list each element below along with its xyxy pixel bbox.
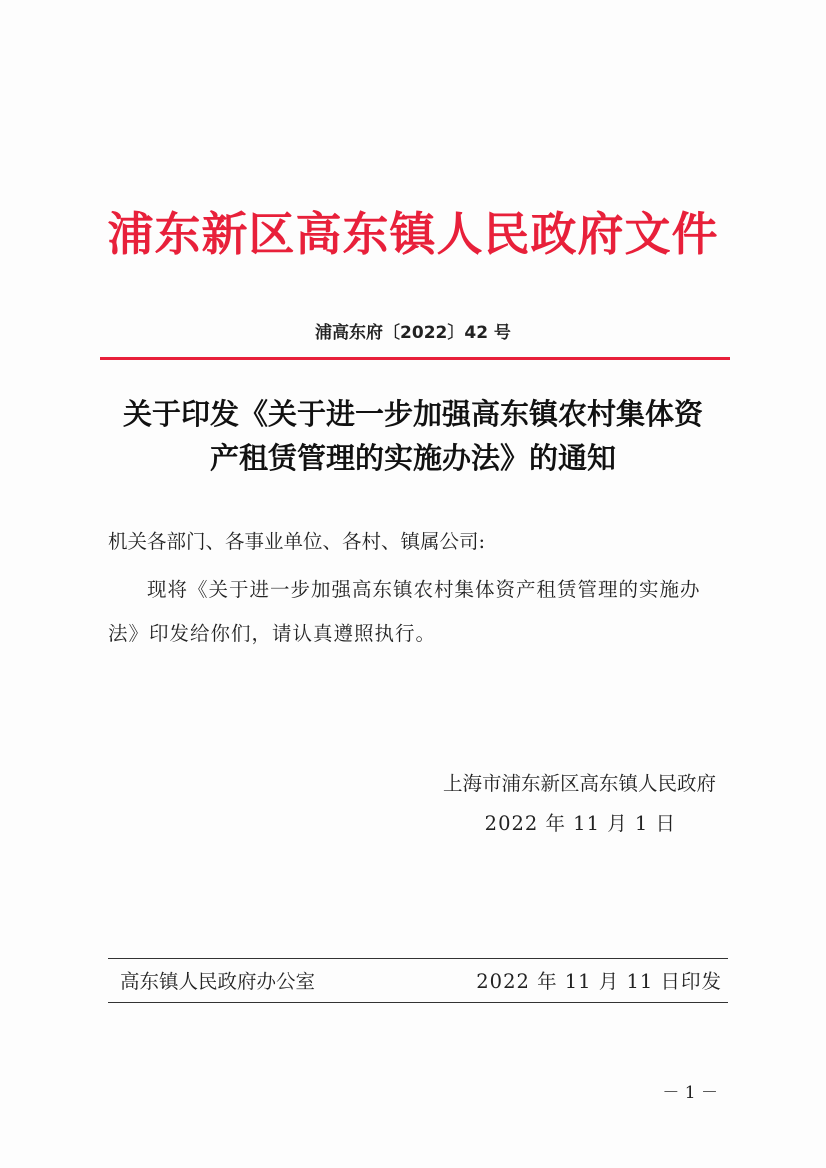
document-number: 浦高东府〔2022〕42 号	[315, 323, 511, 343]
signing-date: 2022 年 11 月 1 日	[484, 812, 676, 835]
notice-title-line-1: 关于印发《关于进一步加强高东镇农村集体资	[122, 397, 703, 431]
signing-organization: 上海市浦东新区高东镇人民政府	[442, 772, 716, 795]
body-content: 现将《关于进一步加强高东镇农村集体资产租赁管理的实施办法》印发给你们，请认真遵照执行。	[108, 578, 701, 645]
footer-bottom-rule	[108, 1002, 728, 1003]
footer-print-date: 2022 年 11 月 11 日印发	[476, 970, 722, 993]
red-divider-line	[100, 357, 730, 360]
document-header-title: 浦东新区高东镇人民政府文件	[107, 207, 719, 261]
notice-title-line-2: 产租赁管理的实施办法》的通知	[209, 441, 616, 475]
footer-issuer: 高东镇人民政府办公室	[120, 970, 316, 993]
recipients-line: 机关各部门、各事业单位、各村、镇属公司:	[108, 530, 486, 553]
footer-top-rule	[108, 958, 728, 959]
page-number: － 1 －	[662, 1083, 718, 1103]
notice-title	[90, 392, 736, 480]
